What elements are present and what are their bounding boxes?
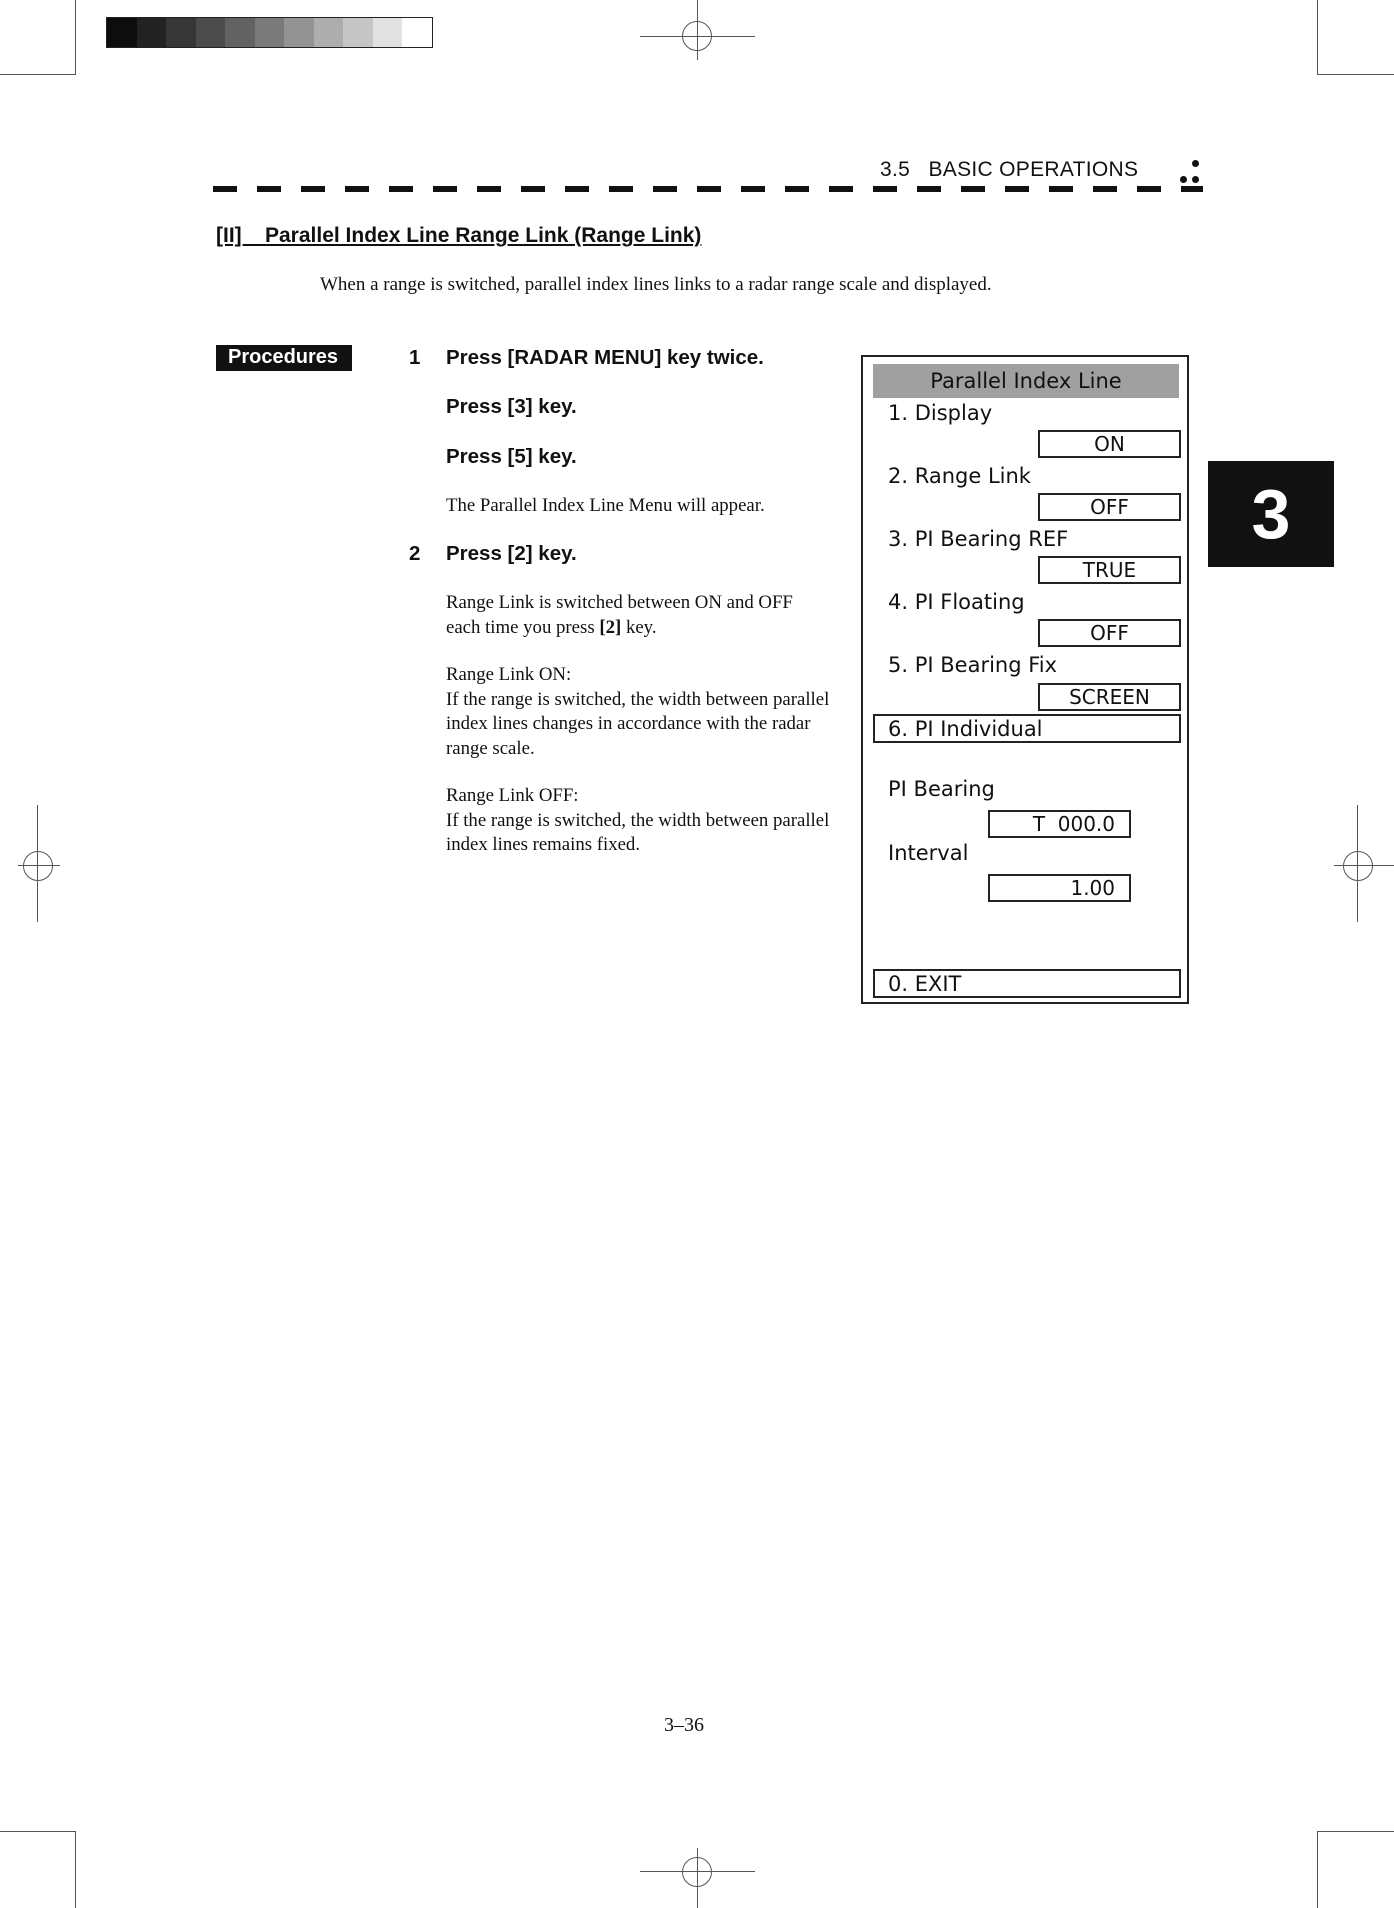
grayscale-swatch <box>314 18 344 47</box>
header-dots-icon <box>1178 158 1200 186</box>
section-title: [II] Parallel Index Line Range Link (Range Link) <box>216 224 702 247</box>
range-link-off-title: Range Link OFF: <box>446 785 579 806</box>
running-head: 3.5 BASIC OPERATIONS <box>880 158 1139 181</box>
grayscale-swatch <box>166 18 196 47</box>
step-1c-text: Press [5] key. <box>446 445 577 468</box>
menu-item-range-link-label[interactable]: 2. Range Link <box>888 464 1031 488</box>
grayscale-swatch <box>402 18 432 47</box>
interval-value[interactable]: 1.00 <box>988 874 1131 902</box>
menu-item-pi-floating-label[interactable]: 4. PI Floating <box>888 590 1025 614</box>
grayscale-swatch <box>137 18 167 47</box>
step-2-note-post: key. <box>621 616 657 638</box>
grayscale-swatch <box>196 18 226 47</box>
grayscale-swatch <box>373 18 403 47</box>
menu-item-pi-floating-value[interactable]: OFF <box>1038 619 1181 647</box>
step-2-note-key: [2] <box>599 616 622 638</box>
step-1-number: 1 <box>409 346 421 369</box>
grayscale-swatch <box>107 18 137 47</box>
menu-title: Parallel Index Line <box>873 364 1179 398</box>
menu-item-pi-bearing-ref-label[interactable]: 3. PI Bearing REF <box>888 527 1069 551</box>
step-1-note: The Parallel Index Line Menu will appear. <box>446 495 765 516</box>
range-link-on-block <box>446 663 851 761</box>
pi-bearing-label: PI Bearing <box>888 777 995 801</box>
procedures-badge: Procedures <box>216 345 352 371</box>
menu-item-display-label[interactable]: 1. Display <box>888 401 993 425</box>
parallel-index-line-menu <box>861 355 1189 1004</box>
menu-item-pi-bearing-fix-label[interactable]: 5. PI Bearing Fix <box>888 653 1058 677</box>
pi-bearing-value[interactable]: T 000.0 <box>988 810 1131 838</box>
range-link-off-body: If the range is switched, the width between parallel index lines remains fixed. <box>446 809 830 855</box>
menu-item-range-link-value[interactable]: OFF <box>1038 493 1181 521</box>
grayscale-swatch <box>343 18 373 47</box>
menu-item-pi-individual[interactable]: 6. PI Individual <box>873 714 1181 743</box>
menu-item-display-value[interactable]: ON <box>1038 430 1181 458</box>
grayscale-swatch <box>225 18 255 47</box>
step-2-number: 2 <box>409 542 421 565</box>
step-2-note <box>446 591 851 640</box>
grayscale-swatch <box>255 18 285 47</box>
step-1b-text: Press [3] key. <box>446 395 577 418</box>
range-link-on-body: If the range is switched, the width between parallel index lines changes in accordance with the radar range scale. <box>446 688 830 759</box>
header-divider <box>213 186 1203 192</box>
step-2-note-pre: each time you press <box>446 616 600 638</box>
step-2-note-line-2 <box>446 616 851 641</box>
range-link-off-block <box>446 784 851 858</box>
step-1-text: Press [RADAR MENU] key twice. <box>446 346 764 369</box>
grayscale-swatch <box>284 18 314 47</box>
menu-item-pi-bearing-ref-value[interactable]: TRUE <box>1038 556 1181 584</box>
menu-item-pi-bearing-fix-value[interactable]: SCREEN <box>1038 683 1181 711</box>
grayscale-strip <box>106 17 433 48</box>
range-link-on-title: Range Link ON: <box>446 664 572 685</box>
chapter-tab: 3 <box>1208 461 1334 567</box>
step-2-text: Press [2] key. <box>446 542 577 565</box>
page-number: 3–36 <box>664 1714 704 1736</box>
section-intro: When a range is switched, parallel index lines links to a radar range scale and displayed. <box>320 274 992 295</box>
interval-label: Interval <box>888 841 969 865</box>
menu-exit[interactable]: 0. EXIT <box>873 969 1181 998</box>
step-2-note-line-1: Range Link is switched between ON and OFF <box>446 592 793 613</box>
